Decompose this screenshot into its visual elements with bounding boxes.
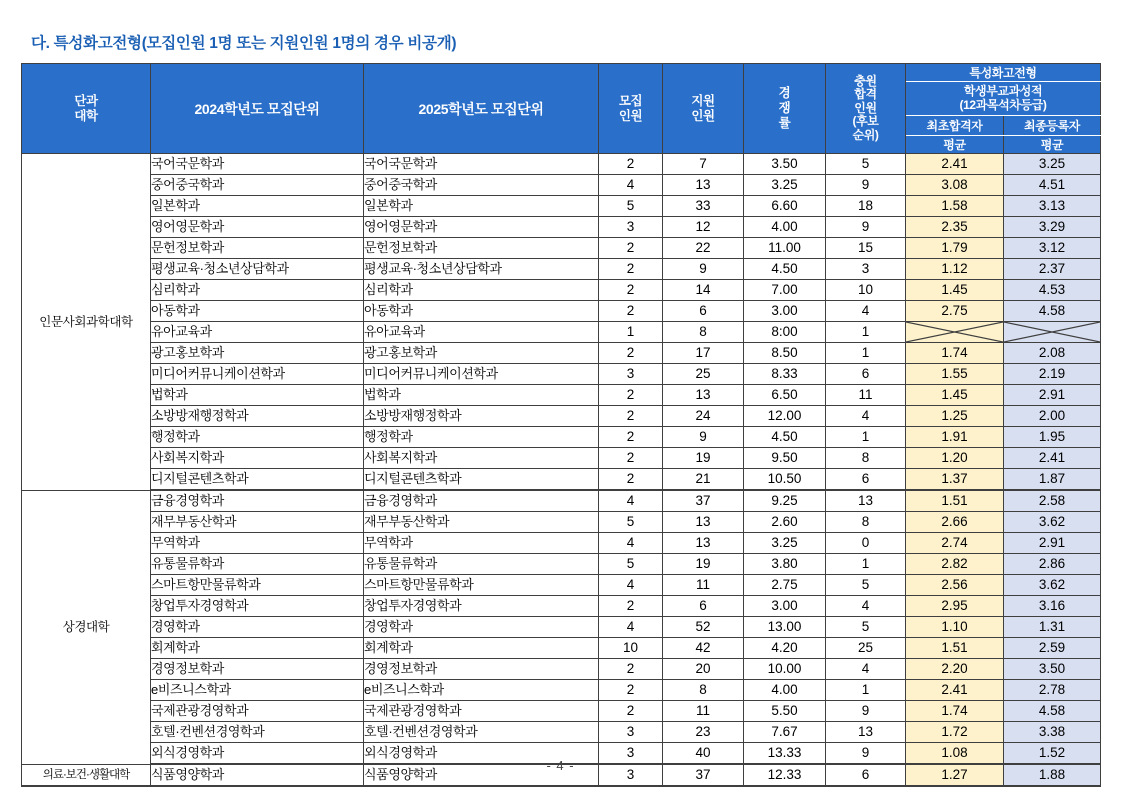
applicants-cell: 24 — [663, 406, 744, 427]
unit-2025-cell: 유통물류학과 — [364, 554, 599, 575]
first-pass-avg-cell: 1.45 — [906, 280, 1004, 301]
final-enroll-avg-cell: 2.41 — [1004, 448, 1101, 469]
unit-2024-cell: 일본학과 — [151, 196, 364, 217]
ratio-cell: 9.50 — [744, 448, 826, 469]
extra-pass-cell: 9 — [826, 743, 906, 765]
applicants-cell: 11 — [663, 701, 744, 722]
final-enroll-avg-cell: 2.91 — [1004, 385, 1101, 406]
extra-pass-cell: 1 — [826, 680, 906, 701]
extra-pass-cell: 13 — [826, 490, 906, 512]
extra-pass-cell: 9 — [826, 701, 906, 722]
unit-2025-cell: 창업투자경영학과 — [364, 596, 599, 617]
applicants-cell: 9 — [663, 259, 744, 280]
ratio-cell: 2.75 — [744, 575, 826, 596]
quota-cell: 3 — [599, 722, 663, 743]
table-row — [22, 406, 1101, 427]
ratio-cell: 13.33 — [744, 743, 826, 765]
page-title: 다. 특성화고전형(모집인원 1명 또는 지원인원 1명의 경우 비공개) — [31, 35, 457, 52]
table-row — [22, 638, 1101, 659]
college-name-cell: 의료·보건·생활대학 — [22, 764, 151, 786]
applicants-cell: 13 — [663, 175, 744, 196]
admissions-results-table — [21, 63, 1101, 787]
quota-cell: 2 — [599, 259, 663, 280]
final-enroll-avg-cell: 3.25 — [1004, 154, 1101, 175]
quota-cell: 2 — [599, 385, 663, 406]
col-header-final-enroll: 최종등록자 — [1004, 116, 1101, 136]
table-row — [22, 280, 1101, 301]
extra-pass-cell: 3 — [826, 259, 906, 280]
first-pass-avg-cell: 2.75 — [906, 301, 1004, 322]
col-header-ratio: 경 쟁 률 — [744, 64, 826, 154]
ratio-cell: 10.00 — [744, 659, 826, 680]
table-row — [22, 238, 1101, 259]
first-pass-avg-cell: 1.51 — [906, 638, 1004, 659]
quota-cell: 2 — [599, 154, 663, 175]
quota-cell: 10 — [599, 638, 663, 659]
final-enroll-avg-cell: 3.50 — [1004, 659, 1101, 680]
first-pass-avg-cell: 1.58 — [906, 196, 1004, 217]
quota-cell: 4 — [599, 533, 663, 554]
quota-cell: 5 — [599, 196, 663, 217]
quota-cell: 2 — [599, 406, 663, 427]
final-enroll-avg-cell: 2.19 — [1004, 364, 1101, 385]
ratio-cell: 3.25 — [744, 175, 826, 196]
final-enroll-avg-cell: 3.12 — [1004, 238, 1101, 259]
applicants-cell: 20 — [663, 659, 744, 680]
table-row — [22, 554, 1101, 575]
extra-pass-cell: 1 — [826, 427, 906, 448]
page-number: - 4 - — [546, 758, 575, 773]
first-pass-avg-cell: 1.37 — [906, 469, 1004, 491]
first-pass-avg-cell: 2.35 — [906, 217, 1004, 238]
table-row — [22, 301, 1101, 322]
first-pass-avg-cell: 1.51 — [906, 490, 1004, 512]
table-row — [22, 512, 1101, 533]
applicants-cell: 17 — [663, 343, 744, 364]
first-pass-withheld-cell — [906, 322, 1004, 343]
table-row — [22, 175, 1101, 196]
unit-2024-cell: 평생교육·청소년상담학과 — [151, 259, 364, 280]
ratio-cell: 3.00 — [744, 301, 826, 322]
applicants-cell: 14 — [663, 280, 744, 301]
ratio-cell: 12.33 — [744, 764, 826, 786]
table-row — [22, 364, 1101, 385]
table-body — [22, 154, 1101, 787]
first-pass-avg-cell: 1.25 — [906, 406, 1004, 427]
first-pass-avg-cell: 2.74 — [906, 533, 1004, 554]
final-enroll-avg-cell: 4.53 — [1004, 280, 1101, 301]
unit-2024-cell: 심리학과 — [151, 280, 364, 301]
table-row — [22, 722, 1101, 743]
applicants-cell: 8 — [663, 322, 744, 343]
applicants-cell: 22 — [663, 238, 744, 259]
col-header-unit-2024: 2024학년도 모집단위 — [151, 64, 364, 154]
ratio-cell: 2.60 — [744, 512, 826, 533]
first-pass-avg-cell: 1.10 — [906, 617, 1004, 638]
applicants-cell: 52 — [663, 617, 744, 638]
final-enroll-avg-cell: 4.58 — [1004, 301, 1101, 322]
final-enroll-withheld-cell — [1004, 322, 1101, 343]
quota-cell: 2 — [599, 469, 663, 491]
quota-cell: 4 — [599, 175, 663, 196]
extra-pass-cell: 5 — [826, 154, 906, 175]
unit-2025-cell: 회계학과 — [364, 638, 599, 659]
quota-cell: 5 — [599, 512, 663, 533]
table-row — [22, 343, 1101, 364]
unit-2024-cell: 외식경영학과 — [151, 743, 364, 765]
first-pass-avg-cell: 3.08 — [906, 175, 1004, 196]
ratio-cell: 8.33 — [744, 364, 826, 385]
applicants-cell: 13 — [663, 385, 744, 406]
unit-2025-cell: 국제관광경영학과 — [364, 701, 599, 722]
unit-2025-cell: 재무부동산학과 — [364, 512, 599, 533]
final-enroll-avg-cell: 4.58 — [1004, 701, 1101, 722]
final-enroll-avg-cell: 3.62 — [1004, 575, 1101, 596]
unit-2024-cell: 행정학과 — [151, 427, 364, 448]
first-pass-avg-cell: 2.41 — [906, 154, 1004, 175]
extra-pass-cell: 8 — [826, 448, 906, 469]
table-row — [22, 427, 1101, 448]
first-pass-avg-cell: 2.20 — [906, 659, 1004, 680]
first-pass-avg-cell: 2.82 — [906, 554, 1004, 575]
college-name-cell: 상경대학 — [22, 490, 151, 764]
unit-2025-cell: 아동학과 — [364, 301, 599, 322]
applicants-cell: 25 — [663, 364, 744, 385]
quota-cell: 1 — [599, 322, 663, 343]
table-row — [22, 448, 1101, 469]
unit-2025-cell: 호텔·컨벤션경영학과 — [364, 722, 599, 743]
unit-2024-cell: 국어국문학과 — [151, 154, 364, 175]
quota-cell: 3 — [599, 217, 663, 238]
unit-2024-cell: 회계학과 — [151, 638, 364, 659]
unit-2025-cell: 심리학과 — [364, 280, 599, 301]
ratio-cell: 7.00 — [744, 280, 826, 301]
first-pass-avg-cell: 1.20 — [906, 448, 1004, 469]
ratio-cell: 11.00 — [744, 238, 826, 259]
group-header-track: 특성화고전형 — [906, 64, 1101, 82]
table-row — [22, 596, 1101, 617]
table-row — [22, 154, 1101, 175]
col-header-unit-2025: 2025학년도 모집단위 — [364, 64, 599, 154]
table-row — [22, 701, 1101, 722]
unit-2024-cell: 문헌정보학과 — [151, 238, 364, 259]
extra-pass-cell: 1 — [826, 554, 906, 575]
unit-2024-cell: 경영정보학과 — [151, 659, 364, 680]
quota-cell: 3 — [599, 764, 663, 786]
table-row — [22, 322, 1101, 343]
extra-pass-cell: 6 — [826, 764, 906, 786]
first-pass-avg-cell: 1.91 — [906, 427, 1004, 448]
first-pass-avg-cell: 1.12 — [906, 259, 1004, 280]
college-name-cell: 인문사회과학대학 — [22, 154, 151, 491]
unit-2024-cell: 재무부동산학과 — [151, 512, 364, 533]
ratio-cell: 4.00 — [744, 217, 826, 238]
extra-pass-cell: 4 — [826, 406, 906, 427]
final-enroll-avg-cell: 2.86 — [1004, 554, 1101, 575]
extra-pass-cell: 4 — [826, 659, 906, 680]
first-pass-avg-cell: 2.56 — [906, 575, 1004, 596]
unit-2024-cell: 영어영문학과 — [151, 217, 364, 238]
applicants-cell: 11 — [663, 575, 744, 596]
table-header — [22, 64, 1101, 154]
ratio-cell: 9.25 — [744, 490, 826, 512]
extra-pass-cell: 8 — [826, 512, 906, 533]
first-pass-avg-cell: 1.74 — [906, 343, 1004, 364]
applicants-cell: 23 — [663, 722, 744, 743]
quota-cell: 2 — [599, 301, 663, 322]
quota-cell: 4 — [599, 575, 663, 596]
ratio-cell: 3.80 — [744, 554, 826, 575]
unit-2025-cell: 일본학과 — [364, 196, 599, 217]
col-header-college: 단과 대학 — [22, 64, 151, 154]
quota-cell: 5 — [599, 554, 663, 575]
ratio-cell: 6.60 — [744, 196, 826, 217]
col-header-applicants: 지원 인원 — [663, 64, 744, 154]
group-header-score: 학생부교과성적 (12과목석차등급) — [906, 82, 1101, 116]
unit-2025-cell: 유아교육과 — [364, 322, 599, 343]
quota-cell: 2 — [599, 680, 663, 701]
table-row — [22, 196, 1101, 217]
ratio-cell: 3.25 — [744, 533, 826, 554]
quota-cell: 2 — [599, 280, 663, 301]
unit-2024-cell: 스마트항만물류학과 — [151, 575, 364, 596]
final-enroll-avg-cell: 4.51 — [1004, 175, 1101, 196]
final-enroll-avg-cell: 2.59 — [1004, 638, 1101, 659]
quota-cell: 2 — [599, 596, 663, 617]
extra-pass-cell: 13 — [826, 722, 906, 743]
first-pass-avg-cell: 1.27 — [906, 764, 1004, 786]
extra-pass-cell: 15 — [826, 238, 906, 259]
unit-2024-cell: 미디어커뮤니케이션학과 — [151, 364, 364, 385]
header-row-1 — [22, 64, 1101, 82]
unit-2025-cell: 평생교육·청소년상담학과 — [364, 259, 599, 280]
unit-2025-cell: 경영학과 — [364, 617, 599, 638]
unit-2025-cell: 소방방재행정학과 — [364, 406, 599, 427]
unit-2024-cell: 유통물류학과 — [151, 554, 364, 575]
first-pass-avg-cell: 2.66 — [906, 512, 1004, 533]
final-enroll-avg-cell: 3.13 — [1004, 196, 1101, 217]
unit-2024-cell: 사회복지학과 — [151, 448, 364, 469]
unit-2025-cell: e비즈니스학과 — [364, 680, 599, 701]
applicants-cell: 9 — [663, 427, 744, 448]
table-row — [22, 217, 1101, 238]
final-enroll-avg-cell: 3.62 — [1004, 512, 1101, 533]
extra-pass-cell: 6 — [826, 469, 906, 491]
applicants-cell: 12 — [663, 217, 744, 238]
final-enroll-avg-cell: 2.00 — [1004, 406, 1101, 427]
unit-2024-cell: 소방방재행정학과 — [151, 406, 364, 427]
unit-2025-cell: 미디어커뮤니케이션학과 — [364, 364, 599, 385]
col-header-first-pass: 최초합격자 — [906, 116, 1004, 136]
quota-cell: 2 — [599, 659, 663, 680]
extra-pass-cell: 10 — [826, 280, 906, 301]
extra-pass-cell: 4 — [826, 301, 906, 322]
final-enroll-avg-cell: 2.58 — [1004, 490, 1101, 512]
table-row — [22, 533, 1101, 554]
table-row — [22, 617, 1101, 638]
ratio-cell: 8.50 — [744, 343, 826, 364]
ratio-cell: 3.00 — [744, 596, 826, 617]
first-pass-avg-cell: 2.95 — [906, 596, 1004, 617]
col-header-first-pass-avg: 평균 — [906, 136, 1004, 154]
unit-2025-cell: 사회복지학과 — [364, 448, 599, 469]
extra-pass-cell: 6 — [826, 364, 906, 385]
table-row — [22, 259, 1101, 280]
ratio-cell: 4.50 — [744, 427, 826, 448]
applicants-cell: 37 — [663, 764, 744, 786]
quota-cell: 4 — [599, 617, 663, 638]
ratio-cell: 6.50 — [744, 385, 826, 406]
unit-2024-cell: 아동학과 — [151, 301, 364, 322]
unit-2025-cell: 국어국문학과 — [364, 154, 599, 175]
extra-pass-cell: 18 — [826, 196, 906, 217]
final-enroll-avg-cell: 1.87 — [1004, 469, 1101, 491]
quota-cell: 2 — [599, 343, 663, 364]
applicants-cell: 33 — [663, 196, 744, 217]
ratio-cell: 10.50 — [744, 469, 826, 491]
ratio-cell: 13.00 — [744, 617, 826, 638]
final-enroll-avg-cell: 2.37 — [1004, 259, 1101, 280]
unit-2024-cell: 디지털콘텐츠학과 — [151, 469, 364, 491]
ratio-cell: 4.00 — [744, 680, 826, 701]
applicants-cell: 6 — [663, 301, 744, 322]
unit-2025-cell: 식품영양학과 — [364, 764, 599, 786]
final-enroll-avg-cell: 1.52 — [1004, 743, 1101, 765]
quota-cell: 4 — [599, 490, 663, 512]
table-row — [22, 575, 1101, 596]
applicants-cell: 7 — [663, 154, 744, 175]
extra-pass-cell: 5 — [826, 575, 906, 596]
unit-2025-cell: 중어중국학과 — [364, 175, 599, 196]
applicants-cell: 6 — [663, 596, 744, 617]
final-enroll-avg-cell: 1.31 — [1004, 617, 1101, 638]
unit-2024-cell: e비즈니스학과 — [151, 680, 364, 701]
unit-2025-cell: 금융경영학과 — [364, 490, 599, 512]
ratio-cell: 7.67 — [744, 722, 826, 743]
applicants-cell: 40 — [663, 743, 744, 765]
unit-2025-cell: 행정학과 — [364, 427, 599, 448]
quota-cell: 2 — [599, 427, 663, 448]
first-pass-avg-cell: 1.79 — [906, 238, 1004, 259]
table-row — [22, 469, 1101, 491]
final-enroll-avg-cell: 3.16 — [1004, 596, 1101, 617]
unit-2025-cell: 광고홍보학과 — [364, 343, 599, 364]
extra-pass-cell: 25 — [826, 638, 906, 659]
table-row — [22, 659, 1101, 680]
ratio-cell: 4.50 — [744, 259, 826, 280]
applicants-cell: 37 — [663, 490, 744, 512]
table-row — [22, 385, 1101, 406]
unit-2024-cell: 광고홍보학과 — [151, 343, 364, 364]
col-header-final-enroll-avg: 평균 — [1004, 136, 1101, 154]
quota-cell: 3 — [599, 743, 663, 765]
ratio-cell: 3.50 — [744, 154, 826, 175]
applicants-cell: 42 — [663, 638, 744, 659]
unit-2025-cell: 경영정보학과 — [364, 659, 599, 680]
extra-pass-cell: 9 — [826, 175, 906, 196]
final-enroll-avg-cell: 2.08 — [1004, 343, 1101, 364]
first-pass-avg-cell: 1.72 — [906, 722, 1004, 743]
quota-cell: 2 — [599, 448, 663, 469]
col-header-extra-pass: 충원 합격 인원 (후보 순위) — [826, 64, 906, 154]
unit-2025-cell: 문헌정보학과 — [364, 238, 599, 259]
final-enroll-avg-cell: 1.88 — [1004, 764, 1101, 786]
applicants-cell: 8 — [663, 680, 744, 701]
table-row — [22, 490, 1101, 512]
applicants-cell: 13 — [663, 533, 744, 554]
unit-2024-cell: 법학과 — [151, 385, 364, 406]
extra-pass-cell: 5 — [826, 617, 906, 638]
first-pass-avg-cell: 1.45 — [906, 385, 1004, 406]
first-pass-avg-cell: 1.55 — [906, 364, 1004, 385]
applicants-cell: 21 — [663, 469, 744, 491]
table-row — [22, 680, 1101, 701]
unit-2025-cell: 무역학과 — [364, 533, 599, 554]
final-enroll-avg-cell: 3.38 — [1004, 722, 1101, 743]
quota-cell: 2 — [599, 701, 663, 722]
unit-2025-cell: 디지털콘텐츠학과 — [364, 469, 599, 491]
col-header-quota: 모집 인원 — [599, 64, 663, 154]
quota-cell: 2 — [599, 238, 663, 259]
unit-2025-cell: 법학과 — [364, 385, 599, 406]
final-enroll-avg-cell: 2.91 — [1004, 533, 1101, 554]
applicants-cell: 19 — [663, 554, 744, 575]
applicants-cell: 19 — [663, 448, 744, 469]
unit-2024-cell: 중어중국학과 — [151, 175, 364, 196]
final-enroll-avg-cell: 1.95 — [1004, 427, 1101, 448]
final-enroll-avg-cell: 3.29 — [1004, 217, 1101, 238]
ratio-cell: 12.00 — [744, 406, 826, 427]
ratio-cell: 5.50 — [744, 701, 826, 722]
unit-2025-cell: 영어영문학과 — [364, 217, 599, 238]
unit-2024-cell: 금융경영학과 — [151, 490, 364, 512]
extra-pass-cell: 1 — [826, 343, 906, 364]
extra-pass-cell: 4 — [826, 596, 906, 617]
quota-cell: 3 — [599, 364, 663, 385]
unit-2024-cell: 경영학과 — [151, 617, 364, 638]
unit-2024-cell: 호텔·컨벤션경영학과 — [151, 722, 364, 743]
extra-pass-cell: 11 — [826, 385, 906, 406]
unit-2024-cell: 무역학과 — [151, 533, 364, 554]
ratio-cell: 8:00 — [744, 322, 826, 343]
unit-2025-cell: 외식경영학과 — [364, 743, 599, 765]
final-enroll-avg-cell: 2.78 — [1004, 680, 1101, 701]
unit-2025-cell: 스마트항만물류학과 — [364, 575, 599, 596]
applicants-cell: 13 — [663, 512, 744, 533]
unit-2024-cell: 식품영양학과 — [151, 764, 364, 786]
first-pass-avg-cell: 1.08 — [906, 743, 1004, 765]
extra-pass-cell: 1 — [826, 322, 906, 343]
unit-2024-cell: 창업투자경영학과 — [151, 596, 364, 617]
ratio-cell: 4.20 — [744, 638, 826, 659]
extra-pass-cell: 9 — [826, 217, 906, 238]
first-pass-avg-cell: 1.74 — [906, 701, 1004, 722]
first-pass-avg-cell: 2.41 — [906, 680, 1004, 701]
extra-pass-cell: 0 — [826, 533, 906, 554]
unit-2024-cell: 유아교육과 — [151, 322, 364, 343]
unit-2024-cell: 국제관광경영학과 — [151, 701, 364, 722]
